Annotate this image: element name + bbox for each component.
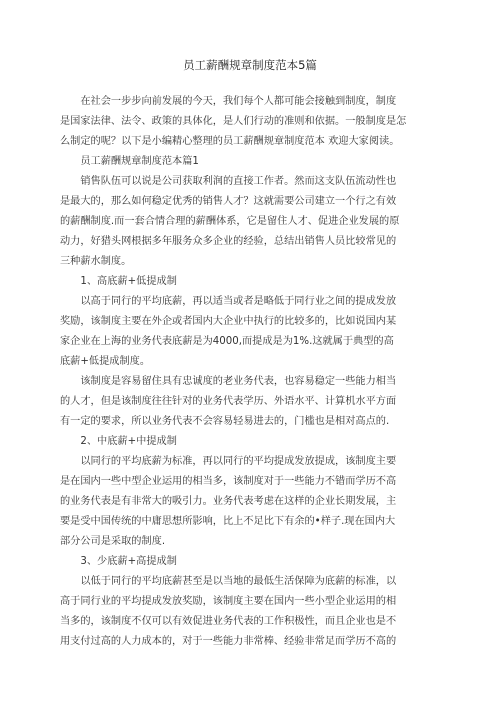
text-line: 三种薪水制度。 — [60, 256, 132, 267]
text-line: 部分公司是采取的制度. — [60, 536, 166, 547]
text-line: 要是受中国传统的中庸思想所影响，比上不足比下有余的•样子.现在国内大 — [60, 516, 396, 527]
text-line: 底薪+低提成制度。 — [60, 356, 151, 367]
text-line: 是在国内一些中型企业运用的相当多，该制度对于一些能力不错而学历不高 — [60, 476, 397, 487]
text-line: 是最大的，那么如何稳定优秀的销售人才？这就需要公司建立一个行之有效 — [60, 196, 397, 207]
text-line: 的薪酬制度.而一套合情合理的薪酬体系，它是留住人才、促进企业发展的原 — [60, 216, 400, 227]
text-line: 高于同行业的平均提成发放奖励，该制度主要在国内一些小型企业运用的相 — [60, 596, 397, 607]
text-line: 的业务代表是有非常大的吸引力。业务代表考虑在这样的企业长期发展，主 — [60, 496, 397, 507]
text-line: 奖励，该制度主要在外企或者国内大企业中执行的比较多的，比如说国内某 — [60, 316, 397, 327]
text-line: 有一定的要求，所以业务代表不会容易轻易进去的，门槛也是相对高点的. — [60, 416, 390, 427]
text-line: 用支付过高的人力成本的，对于一些能力非常棒、经验非常足而学历不高的 — [60, 636, 397, 647]
text-line: 么制定的呢？以下是小编精心整理的员工薪酬规章制度范本 欢迎大家阅读。 — [60, 136, 400, 147]
text-line: 是国家法律、法令、政策的具体化，是人们行动的准则和依据。一般制度是怎 — [60, 116, 407, 127]
text-line: 以同行的平均底薪为标准，再以同行的平均提成发放提成，该制度主要 — [60, 456, 397, 467]
document-body — [60, 92, 440, 652]
text-line: 家企业在上海的业务代表底薪是为4000,而提成是为1%.这就属于典型的高 — [60, 336, 394, 347]
text-line: 以低于同行的平均底薪甚至是以当地的最低生活保障为底薪的标准，以 — [60, 576, 397, 587]
text-line: 1、高底薪+低提成制 — [60, 276, 177, 287]
text-line: 员工薪酬规章制度范本篇1 — [60, 156, 199, 167]
document-title: 员工薪酬规章制度范本5篇 — [183, 58, 317, 72]
text-line: 以高于同行的平均底薪，再以适当或者是略低于同行业之间的提成发放 — [60, 296, 397, 307]
text-line: 销售队伍可以说是公司获取利润的直接工作者。然而这支队伍流动性也 — [60, 176, 397, 187]
text-line: 在社会一步步向前发展的今天，我们每个人都可能会接触到制度，制度 — [60, 96, 397, 107]
text-line: 该制度是容易留住具有忠诚度的老业务代表，也容易稳定一些能力相当 — [60, 376, 397, 387]
text-line: 2、中底薪+中提成制 — [60, 436, 177, 447]
text-line: 的人才，但是该制度往往针对的业务代表学历、外语水平、计算机水平方面 — [60, 396, 397, 407]
text-line: 3、少底薪+高提成制 — [60, 556, 177, 567]
text-line: 当多的，该制度不仅可以有效促进业务代表的工作积极性，而且企业也是不 — [60, 616, 397, 627]
text-line: 动力，好猎头网根据多年服务众多企业的经验，总结出销售人员比较常见的 — [60, 236, 397, 247]
